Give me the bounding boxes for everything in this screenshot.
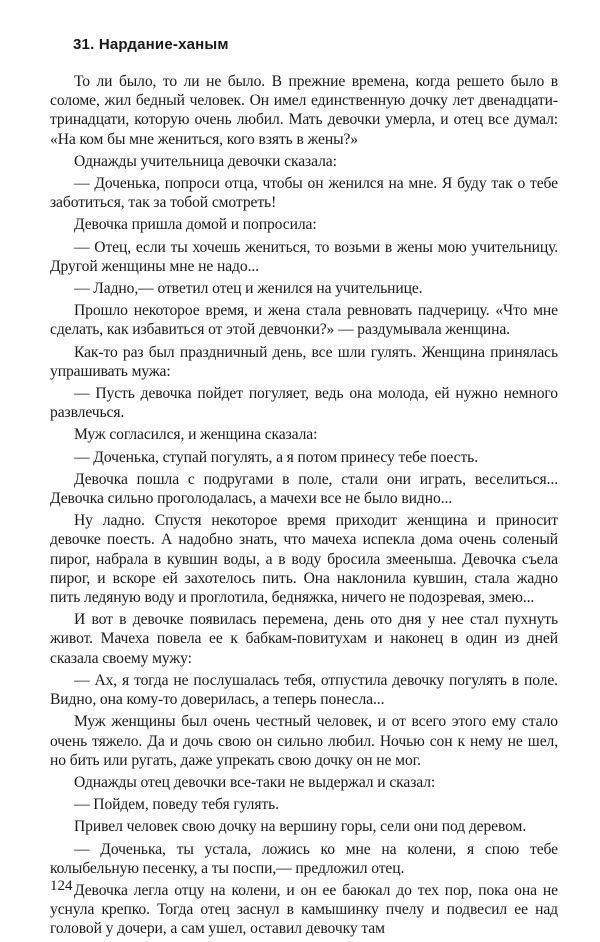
paragraph: — Доченька, попроси отца, чтобы он женился на мне. Я буду так о тебе заботиться, так за тобой смотреть! [50, 175, 558, 212]
paragraph: — Пусть девочка пойдет погуляет, ведь она молода, ей нужно немного развлечься. [50, 385, 558, 422]
paragraph: Девочка пошла с подругами в поле, стали они играть, веселиться... Девочка сильно проголодалась, а мачехи все не было видно... [50, 470, 558, 508]
paragraph: И вот в девочке появилась перемена, день ото дня у нее стал пухнуть живот. Мачеха повела ее к бабкам-повитухам и наконец в один из дней сказала своему мужу: [50, 611, 558, 667]
paragraph: Однажды учительница девочки сказала: [74, 152, 337, 170]
paragraph: Однажды отец девочки все-таки не выдержал и сказал: [74, 773, 436, 791]
paragraph: Девочка пришла домой и попросила: [74, 216, 317, 234]
paragraph: Прошло некоторое время, и жена стала ревновать падчерицу. «Что мне сделать, как избавиться от этой девчонки?» — раздумывала женщина. [50, 302, 558, 339]
paragraph: Муж согласился, и женщина сказала: [74, 426, 318, 444]
paragraph: То ли было, то ли не было. В прежние времена, когда решето было в соломе, жил бедный человек. Он имел единственную дочку лет двенадцати-тринадцати, которую очень любил. Мать девочки умерла, и отец все думал: «На ком бы мне жениться, кого взять в жены?» [50, 73, 558, 148]
paragraph: — Ладно,— ответил отец и женился на учительнице. [74, 280, 423, 298]
paragraph: Привел человек свою дочку на вершину горы, сели они под деревом. [74, 818, 527, 836]
story-text [50, 72, 558, 942]
paragraph: — Ах, я тогда не послушалась тебя, отпустила девочку погулять в поле. Видно, она кому-то доверилась, а теперь понесла... [50, 671, 558, 709]
chapter-title: 31. Нардание-ханым [73, 36, 229, 53]
paragraph: — Доченька, ты устала, ложись ко мне на колени, я спою тебе колыбельную песенку, а ты поспи,— предложил отец. [50, 840, 558, 877]
page-number: 124 [50, 878, 73, 894]
paragraph: — Отец, если ты хочешь жениться, то возьми в жены мою учительницу. Другой женщины мне не надо... [50, 238, 558, 275]
paragraph: Ну ладно. Спустя некоторое время приходит женщина и приносит девочке поесть. А надобно знать, что мачеха испекла дома очень соленый пирог, набрала в кувшин воды, а в воду бросила змееныша. Девочка съела пирог, и вскоре ей захотелось пить. Она наклонила кувшин, стала жадно пить ледяную воду и проглотила, бедняжка, ничего не подозревая, змею... [50, 512, 558, 607]
paragraph: Девочка легла отцу на колени, и он ее баюкал до тех пор, пока она не уснула крепко. Тогда отец заснул в камышинку пчелу и подвесил ее над головой у дочери, а сам ушел, оставил девочку там [50, 881, 558, 938]
paragraph: — Доченька, ступай погулять, а я потом принесу тебе поесть. [74, 448, 478, 466]
paragraph: Как-то раз был праздничный день, все шли гулять. Женщина принялась упрашивать мужа: [50, 343, 558, 380]
paragraph: Муж женщины был очень честный человек, и от всего этого ему стало очень тяжело. Да и дочь свою он сильно любил. Ночью сон к нему не шел, но бить или ругать, даже упрекать свою дочку он не мог. [50, 713, 558, 769]
paragraph: — Пойдем, поведу тебя гулять. [74, 796, 279, 814]
